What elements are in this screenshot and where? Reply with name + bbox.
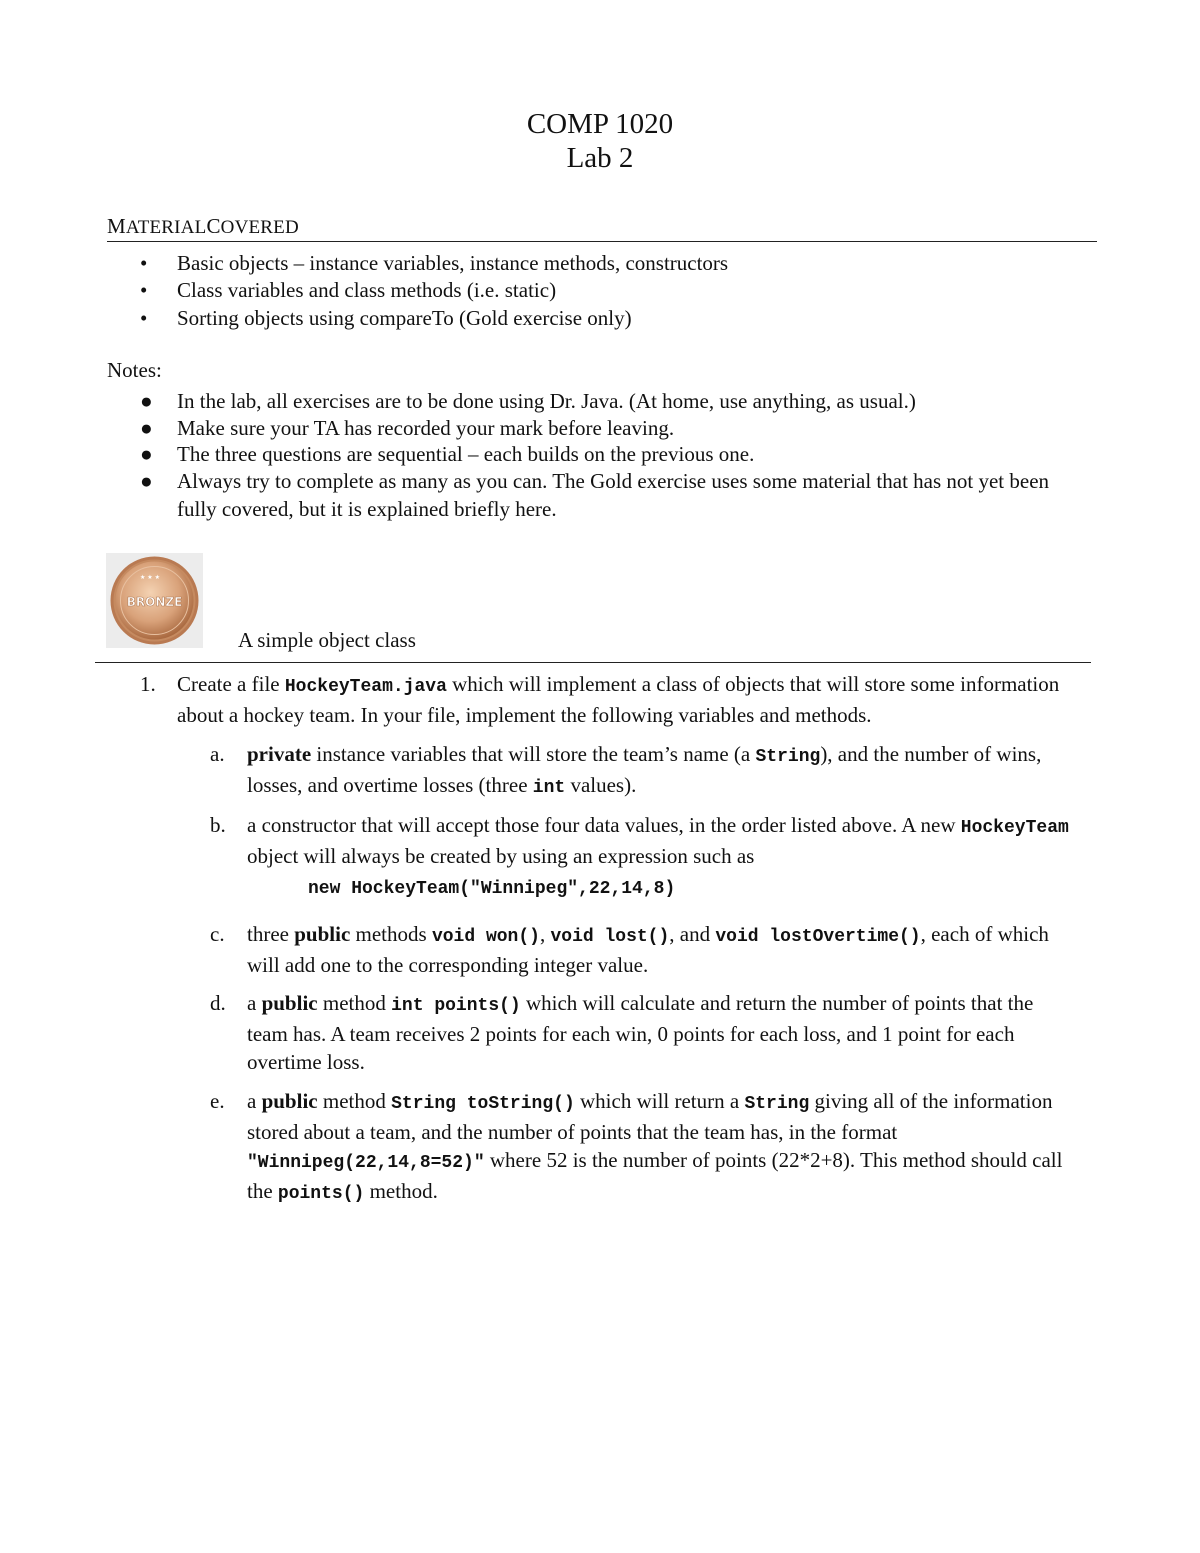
lab-title: Lab 2: [566, 142, 634, 174]
material-covered-heading: MATERIALCOVERED: [107, 214, 1097, 242]
medal-label: BRONZE: [126, 595, 183, 609]
bullet-icon: •: [140, 278, 148, 302]
document-page: COMP 1020 Lab 2 MATERIALCOVERED • Basic objects – instance variables, instance methods, constructors • Class variables and class methods (i.e. static) • Sorting objects using compareTo (Gold exercise only) Notes: ● In the lab, all exercises are to be done using Dr. Java. (At home, use anything, as usual.) ● Make sure your TA has recorded your mark before leaving. ● The three questions are sequential – each builds on the previous one. ● Always try to complete as many as you can. The Gold exercise uses some material that has not yet been fully covered, but it is explained briefly here. ★ ★ ★ BRONZE A simple object class 1. Create a file HockeyTeam.java which will implement a class of objects that will store some information about a hockey team. In your file, implement the following variables and methods. a. private instance variables that will store the team’s name (a String), and the number of wins, losses, and overtime losses (three int values). b. a constructor that will accept those four data values, in the order listed above. A new HockeyTeam object will always be created by using an expression such as new HockeyTeam("Winnipeg",22,14,8) c. three public methods void won(), void lost(), and void lostOvertime(), each of which will add one to the corresponding integer value. d. a public method int points() which will calculate and return the number of points that the team has. A team receives 2 points for each win, 0 points for each loss, and 1 point for each overtime loss. e. a public method String toString() which will return a String giving all of the information stored about a team, and the number of points that the team has, in the format "Winnipeg(22,14,8=52)" where 52 is the number of points (22*2+8). This method should call the points() method.: [0, 0, 1200, 1553]
bullet-icon: •: [140, 306, 148, 330]
example-expression: new HockeyTeam("Winnipeg",22,14,8): [308, 879, 676, 899]
question-text: Create a file HockeyTeam.java which will implement a class of objects that will store some information about a hockey team. In your file, implement the following variables and methods.: [177, 672, 1060, 727]
bullet-icon: ●: [140, 416, 153, 440]
course-title: COMP 1020: [526, 108, 674, 140]
bullet-icon: ●: [140, 442, 153, 466]
bullet-icon: ●: [140, 389, 153, 413]
bullet-icon: ●: [140, 469, 153, 493]
svg-text:★ ★ ★: ★ ★ ★: [140, 574, 160, 581]
section-divider: [95, 662, 1091, 663]
bronze-section-title: A simple object class: [238, 628, 416, 652]
question-number: 1.: [140, 672, 156, 696]
bronze-medal-icon: [106, 553, 203, 648]
notes-label: Notes:: [107, 358, 162, 382]
bullet-icon: •: [140, 251, 148, 275]
